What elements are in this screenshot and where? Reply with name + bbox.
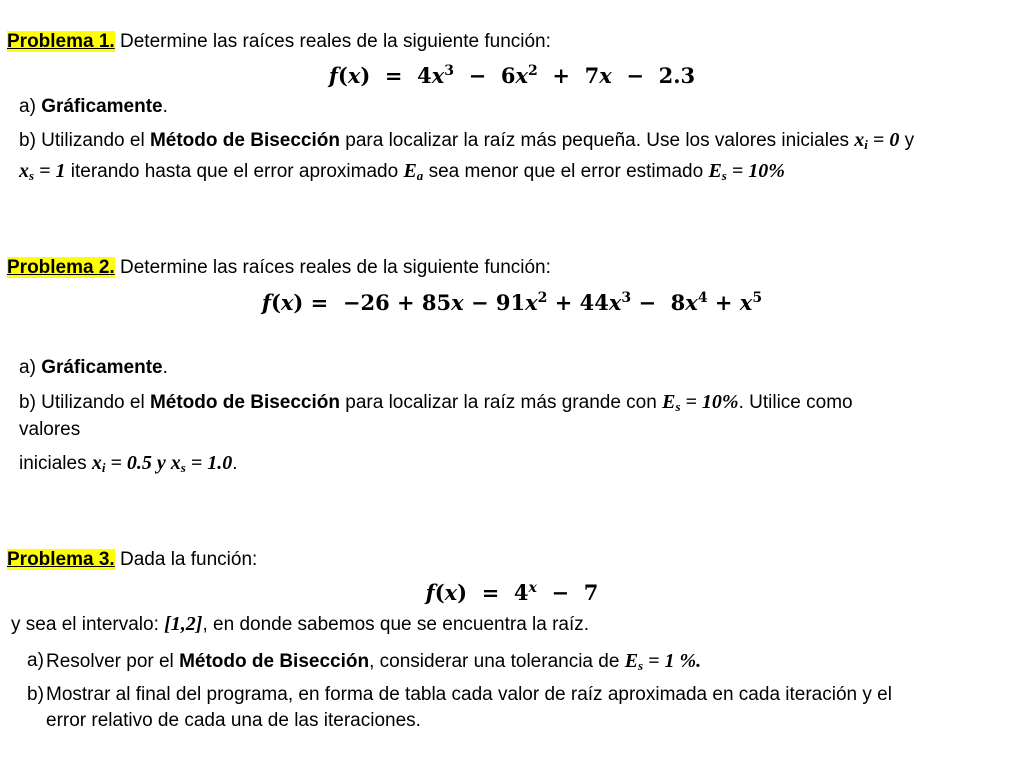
problem-2-part-b-line-3 xyxy=(19,451,238,476)
part-a-text: Resolver por el xyxy=(46,651,180,672)
problem-3-part-a-marker: a) xyxy=(27,650,44,671)
xi-symbol: $x_i = 0$ xyxy=(854,129,900,152)
problem-1-part-a xyxy=(19,95,168,119)
part-b-method: Método de Bisección xyxy=(149,130,340,151)
interval-value: [1,2] xyxy=(164,613,203,635)
es-symbol: $E_s = 1$ %. xyxy=(624,650,702,673)
part-b-text: para localizar la raíz más pequeña. Use los valores iniciales xyxy=(339,130,855,151)
part-a-method: Gráficamente xyxy=(41,357,163,378)
problem-1-heading xyxy=(7,30,551,54)
part-b-method: Método de Bisección xyxy=(149,392,340,413)
problem-2-equation: $f(x) = -26 + 85x - 91x^2 + 44x^3 - 8x^4 + x^5$ xyxy=(261,290,763,315)
problem-1-intro: Determine las raíces reales de la siguiente función: xyxy=(120,31,551,52)
problem-2-intro: Determine las raíces reales de la siguiente función: xyxy=(120,257,551,278)
problem-3-heading xyxy=(7,548,257,572)
problem-3-part-b-marker: b) xyxy=(27,684,44,705)
problem-3-part-a xyxy=(46,649,701,674)
part-a-suffix: . xyxy=(162,96,168,117)
part-b-text: iterando hasta que el error aproximado xyxy=(65,161,404,182)
problem-3-part-b-line-2: error relativo de cada una de las iteraciones. xyxy=(46,710,421,731)
problem-3-intro: Dada la función: xyxy=(120,549,258,570)
part-a-text: , considerar una tolerancia de xyxy=(369,651,625,672)
initial-values: $x_i = 0.5$ y $x_s = 1.0$ xyxy=(91,452,233,475)
part-b-text: iniciales xyxy=(19,453,92,474)
problem-2-part-a xyxy=(19,356,168,380)
part-b-text: . Utilice como xyxy=(738,392,853,413)
part-b-text: b) Utilizando el xyxy=(19,392,150,413)
problem-3-label: Problema 3. xyxy=(7,549,115,570)
part-b-text: . xyxy=(232,453,238,474)
problem-1-equation: $f(x) = 4x^3 - 6x^2 + 7x - 2.3$ xyxy=(328,63,696,88)
ea-symbol: $E_a$ xyxy=(403,160,424,183)
part-b-text: para localizar la raíz más grande con xyxy=(339,392,663,413)
es-symbol: $E_s = 10\%$ xyxy=(708,160,785,183)
xs-symbol: $x_s = 1$ xyxy=(19,160,66,183)
problem-2-part-b-line-2: valores xyxy=(19,419,81,440)
problem-3-part-b-line-1: Mostrar al final del programa, en forma de tabla cada valor de raíz aproximada en cada iteración y el xyxy=(46,684,892,705)
problem-1-label: Problema 1. xyxy=(7,31,115,52)
problem-2-heading xyxy=(7,256,551,280)
es-symbol: $E_s = 10\%$ xyxy=(662,391,739,414)
part-a-marker: a) xyxy=(19,357,42,378)
part-a-method: Método de Bisección xyxy=(179,651,370,672)
part-b-text: b) Utilizando el xyxy=(19,130,150,151)
problem-1-part-b-line-1 xyxy=(19,128,914,153)
problem-3-interval xyxy=(11,612,589,637)
problem-2-part-b-line-1 xyxy=(19,390,853,415)
problem-1-part-b-line-2 xyxy=(19,159,785,184)
interval-text: y sea el intervalo: xyxy=(11,614,165,635)
problem-3-equation: f(x) = 4$^x$ − 7 xyxy=(425,580,599,605)
problem-2-label: Problema 2. xyxy=(7,257,115,278)
part-b-text: y xyxy=(899,130,915,151)
part-b-text: sea menor que el error estimado xyxy=(423,161,709,182)
part-a-suffix: . xyxy=(162,357,168,378)
part-a-marker: a) xyxy=(19,96,42,117)
part-a-method: Gráficamente xyxy=(41,96,163,117)
interval-text: , en donde sabemos que se encuentra la raíz. xyxy=(202,614,590,635)
